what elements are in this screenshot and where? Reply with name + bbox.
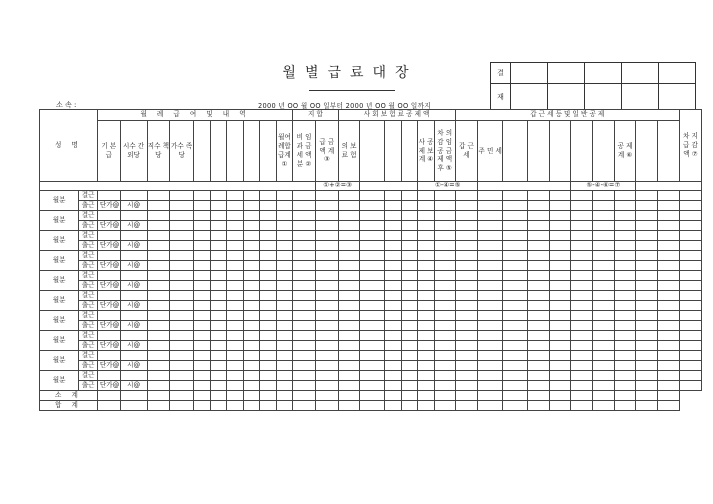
hour-label: 시@ [120,381,147,391]
employee-row-work [40,221,702,231]
employee-row-late [40,231,702,241]
title-underline [309,90,395,91]
payroll-table [39,109,702,411]
document-title: 월별급료대장 [282,65,418,81]
unit-price-label: 단가@ [97,341,120,351]
unit-price-label: 단가@ [97,361,120,371]
employee-row-work [40,321,702,331]
approval-sign[interactable] [622,84,659,110]
tax-base-header: 지 합 [293,110,338,121]
work-label: 출근 [79,381,98,391]
approval-slot[interactable] [659,63,696,84]
month-label: 월분 [40,191,79,211]
work-label: 출근 [79,261,98,271]
late-label: 결근 [79,351,98,361]
employee-row-late [40,291,702,301]
approval-slot[interactable] [622,63,659,84]
approval-label-bottom: 재 [491,84,511,110]
work-label: 출근 [79,361,98,371]
work-label: 출근 [79,221,98,231]
hour-label: 시@ [120,341,147,351]
net-pay-header: 차 지 급 감 액 ⑦ [679,110,701,182]
approval-slot[interactable] [511,63,548,84]
approval-sign[interactable] [659,84,696,110]
nontaxable-header: 비 임 과 금 세 액 분 ② [293,121,316,182]
work-label: 출근 [79,281,98,291]
unit-price-label: 단가@ [97,381,120,391]
late-label: 결근 [79,291,98,301]
work-label: 출근 [79,201,98,211]
family-allowance-header: 가수 족당 [170,121,194,182]
unit-price-label: 단가@ [97,281,120,291]
work-label: 출근 [79,241,98,251]
month-label: 월분 [40,311,79,331]
month-label: 월분 [40,231,79,251]
approval-box [490,62,696,110]
hour-label: 시@ [120,221,147,231]
unit-price-label: 단가@ [97,241,120,251]
employee-row-late [40,371,702,381]
employee-row-work [40,261,702,271]
employee-row-work [40,241,702,251]
employee-row-late [40,271,702,281]
month-label: 월분 [40,271,79,291]
total-label: 합 계 [40,401,98,411]
medical-insurance-header: 의 보 료 험 [338,121,360,182]
approval-slot[interactable] [585,63,622,84]
social-total-header: 사 공 제 보 계 ④ [418,121,435,182]
month-label: 월분 [40,351,79,371]
hour-label: 시@ [120,361,147,371]
employee-row-late [40,331,702,341]
unit-price-label: 단가@ [97,301,120,311]
work-label: 출근 [79,341,98,351]
employee-row-work [40,341,702,351]
month-label: 월분 [40,371,79,391]
overtime-header: 시수 간 외당 [120,121,147,182]
late-label: 결근 [79,271,98,281]
position-allowance-header: 직수 책당 [147,121,170,182]
employee-row-work [40,301,702,311]
month-label: 월분 [40,251,79,271]
late-label: 결근 [79,231,98,241]
employee-row-work [40,281,702,291]
formula-7: ⑤-④-⑥=⑦ [571,182,636,191]
hour-label: 시@ [120,241,147,251]
affiliation-label: 소 속 : [56,101,77,109]
monthly-total-header: 월여 례합 급계 ① [276,121,293,182]
unit-price-label: 단가@ [97,261,120,271]
hour-label: 시@ [120,321,147,331]
approval-sign[interactable] [548,84,585,110]
hour-label: 시@ [120,261,147,271]
employee-row-late [40,211,702,221]
employee-row-work [40,381,702,391]
hour-label: 시@ [120,201,147,211]
income-tax-col-header: 갑 근 세 [455,121,478,182]
late-label: 결근 [79,311,98,321]
subtotal-label: 소 계 [40,391,98,401]
late-label: 결근 [79,191,98,201]
formula-5: ①-④=⑤ [418,182,478,191]
approval-label-top: 결 [491,63,511,84]
income-tax-header: 갑 근 세 등 및 일 반 공 제 [455,110,679,121]
late-label: 결근 [79,331,98,341]
resident-tax-header: 주 민 세 [478,121,503,182]
employee-row-late [40,191,702,201]
formula-3: ①+②=③ [315,182,359,191]
approval-sign[interactable] [511,84,548,110]
unit-price-label: 단가@ [97,321,120,331]
name-column-header: 성 명 [40,110,98,182]
late-label: 결근 [79,371,98,381]
month-label: 월분 [40,291,79,311]
after-deduction-header: 차 의 감 임 공 금 제 액 후 ⑤ [434,121,455,182]
pay-period: 2000 년 OO 월 OO 일부터 2000 년 OO 월 OO 일까지 [258,102,431,110]
approval-sign[interactable] [585,84,622,110]
work-label: 출근 [79,321,98,331]
late-label: 결근 [79,211,98,221]
employee-row-late [40,351,702,361]
employee-row-late [40,311,702,321]
total-row [40,401,702,411]
month-label: 월분 [40,331,79,351]
employee-row-work [40,201,702,211]
employee-row-work [40,361,702,371]
salary-detail-header: 월 례 급 여 및 내 역 [97,110,292,121]
work-label: 출근 [79,301,98,311]
approval-slot[interactable] [548,63,585,84]
social-insurance-header: 사 회 보 험 료 공 제 액 [338,110,455,121]
basic-pay-header: 기 본 급 [97,121,120,182]
late-label: 결근 [79,251,98,261]
deduction-total-header: 공 제 계 ⑥ [614,121,636,182]
hour-label: 시@ [120,301,147,311]
subtotal-row [40,391,702,401]
hour-label: 시@ [120,281,147,291]
month-label: 월분 [40,211,79,231]
unit-price-label: 단가@ [97,201,120,211]
unit-price-label: 단가@ [97,221,120,231]
employee-row-late [40,251,702,261]
total-pay-header: 급 금 액 계 ③ [315,121,338,182]
